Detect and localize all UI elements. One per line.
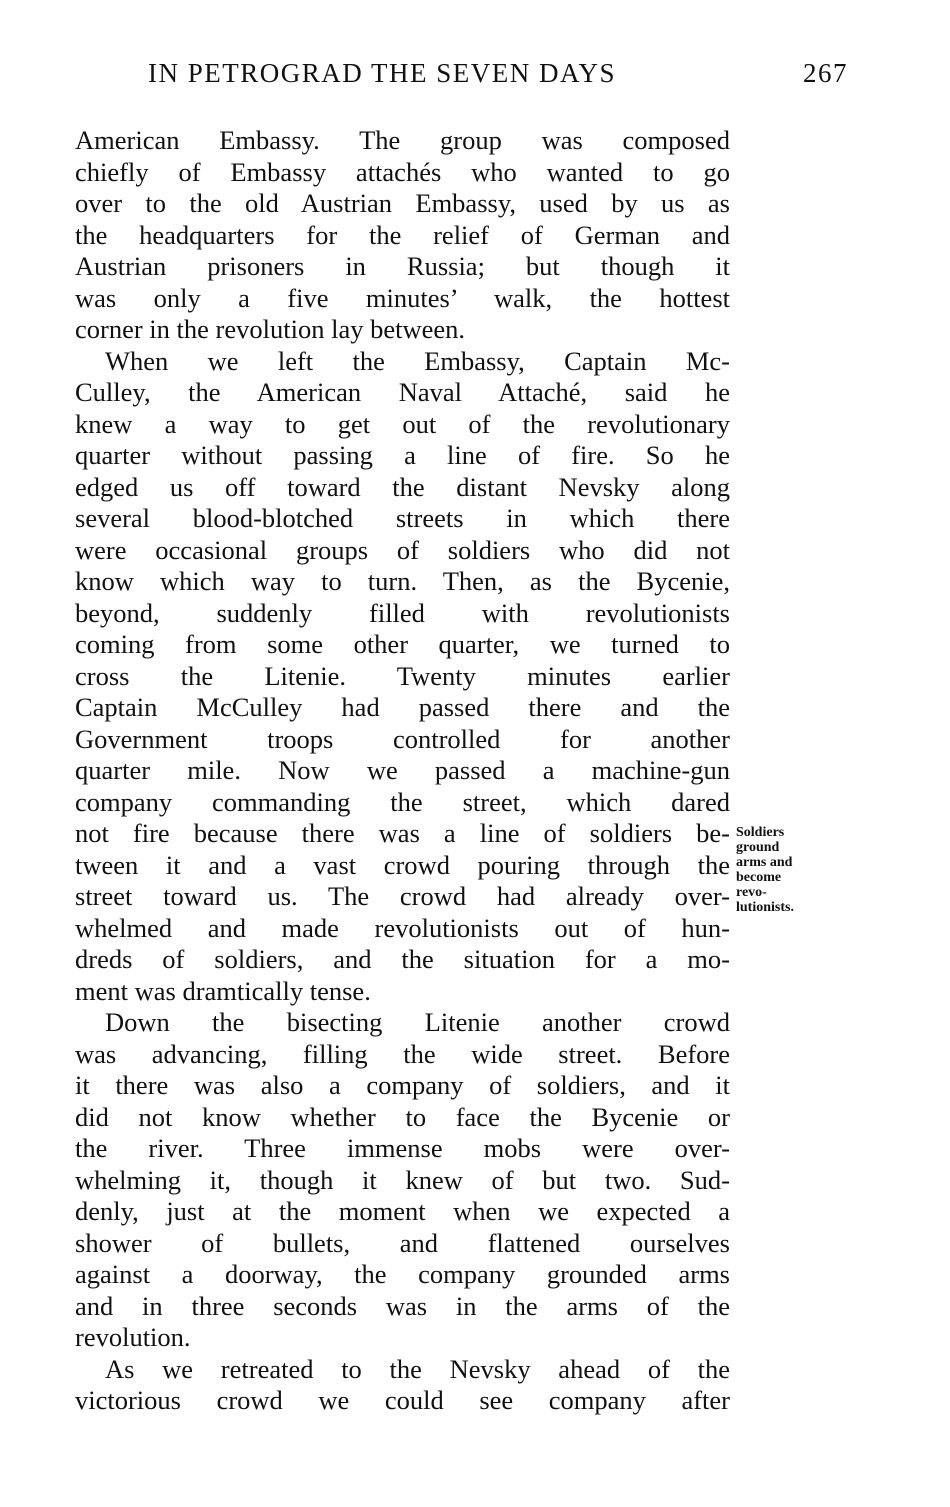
text-line: Down the bisecting Litenie another crowd bbox=[105, 1007, 730, 1037]
text-line: shower of bullets, and flattened ourselves bbox=[75, 1227, 730, 1258]
margin-note bbox=[736, 825, 846, 915]
margin-note-line: Soldiers bbox=[736, 825, 785, 840]
body-text bbox=[75, 125, 730, 1417]
text-line: over to the old Austrian Embassy, used by us as bbox=[75, 188, 730, 218]
text-line: the river. Three immense mobs were over- bbox=[75, 1133, 730, 1163]
text-line: Austrian prisoners in Russia; but though it bbox=[75, 251, 730, 281]
text-line: tween it and a vast crowd pouring through the bbox=[75, 849, 730, 880]
text-line: quarter without passing a line of fire. So he bbox=[75, 440, 730, 470]
text-line: the headquarters for the relief of German and bbox=[75, 219, 730, 250]
text-line: corner in the revolution lay between. bbox=[75, 314, 465, 344]
margin-note-line: ground bbox=[736, 840, 780, 855]
running-title: IN PETROGRAD THE SEVEN DAYS bbox=[148, 58, 617, 88]
text-line: victorious crowd we could see company after bbox=[75, 1385, 730, 1415]
text-line: it there was also a company of soldiers, and it bbox=[75, 1070, 730, 1100]
text-line: and in three seconds was in the arms of the bbox=[75, 1290, 730, 1321]
text-line: street toward us. The crowd had already over- bbox=[75, 881, 730, 911]
text-line: As we retreated to the Nevsky ahead of the bbox=[105, 1353, 730, 1384]
text-line: coming from some other quarter, we turned to bbox=[75, 629, 730, 659]
text-line: Culley, the American Naval Attaché, said he bbox=[75, 377, 730, 407]
text-line: chiefly of Embassy attachés who wanted to go bbox=[75, 156, 730, 187]
text-line: whelmed and made revolutionists out of hun- bbox=[75, 912, 730, 943]
text-line: cross the Litenie. Twenty minutes earlier bbox=[75, 660, 730, 691]
page-number: 267 bbox=[803, 58, 848, 88]
text-line: knew a way to get out of the revolutionary bbox=[75, 408, 730, 439]
text-line: beyond, suddenly filled with revolutionists bbox=[75, 597, 730, 628]
text-line: ment was dramtically tense. bbox=[75, 975, 371, 1006]
text-line: company commanding the street, which dared bbox=[75, 786, 730, 817]
text-line: When we left the Embassy, Captain Mc- bbox=[105, 345, 730, 376]
text-line: know which way to turn. Then, as the Bycenie, bbox=[75, 566, 730, 596]
text-line: not fire because there was a line of soldiers be- bbox=[75, 818, 730, 848]
text-line: several blood-blotched streets in which there bbox=[75, 503, 730, 533]
text-line: Captain McCulley had passed there and the bbox=[75, 692, 730, 722]
margin-note-line: arms and bbox=[736, 855, 793, 870]
text-line: denly, just at the moment when we expected a bbox=[75, 1196, 730, 1226]
text-line: dreds of soldiers, and the situation for a mo- bbox=[75, 944, 730, 974]
margin-note-line: revo- bbox=[736, 885, 767, 900]
text-line: was advancing, filling the wide street. Before bbox=[75, 1038, 730, 1069]
text-line: against a doorway, the company grounded arms bbox=[75, 1259, 730, 1289]
text-line: did not know whether to face the Bycenie or bbox=[75, 1101, 730, 1132]
margin-note-line: lutionists. bbox=[736, 900, 794, 915]
text-line: American Embassy. The group was composed bbox=[75, 125, 730, 155]
text-line: Government troops controlled for another bbox=[75, 723, 730, 754]
text-line: was only a five minutes’ walk, the hottest bbox=[75, 282, 730, 313]
text-line: whelming it, though it knew of but two. Sud- bbox=[75, 1164, 730, 1195]
text-line: quarter mile. Now we passed a machine-gun bbox=[75, 755, 730, 785]
text-line: edged us off toward the distant Nevsky along bbox=[75, 471, 730, 502]
text-line: were occasional groups of soldiers who did not bbox=[75, 534, 730, 565]
text-line: revolution. bbox=[75, 1322, 191, 1352]
margin-note-line: become bbox=[736, 870, 782, 885]
